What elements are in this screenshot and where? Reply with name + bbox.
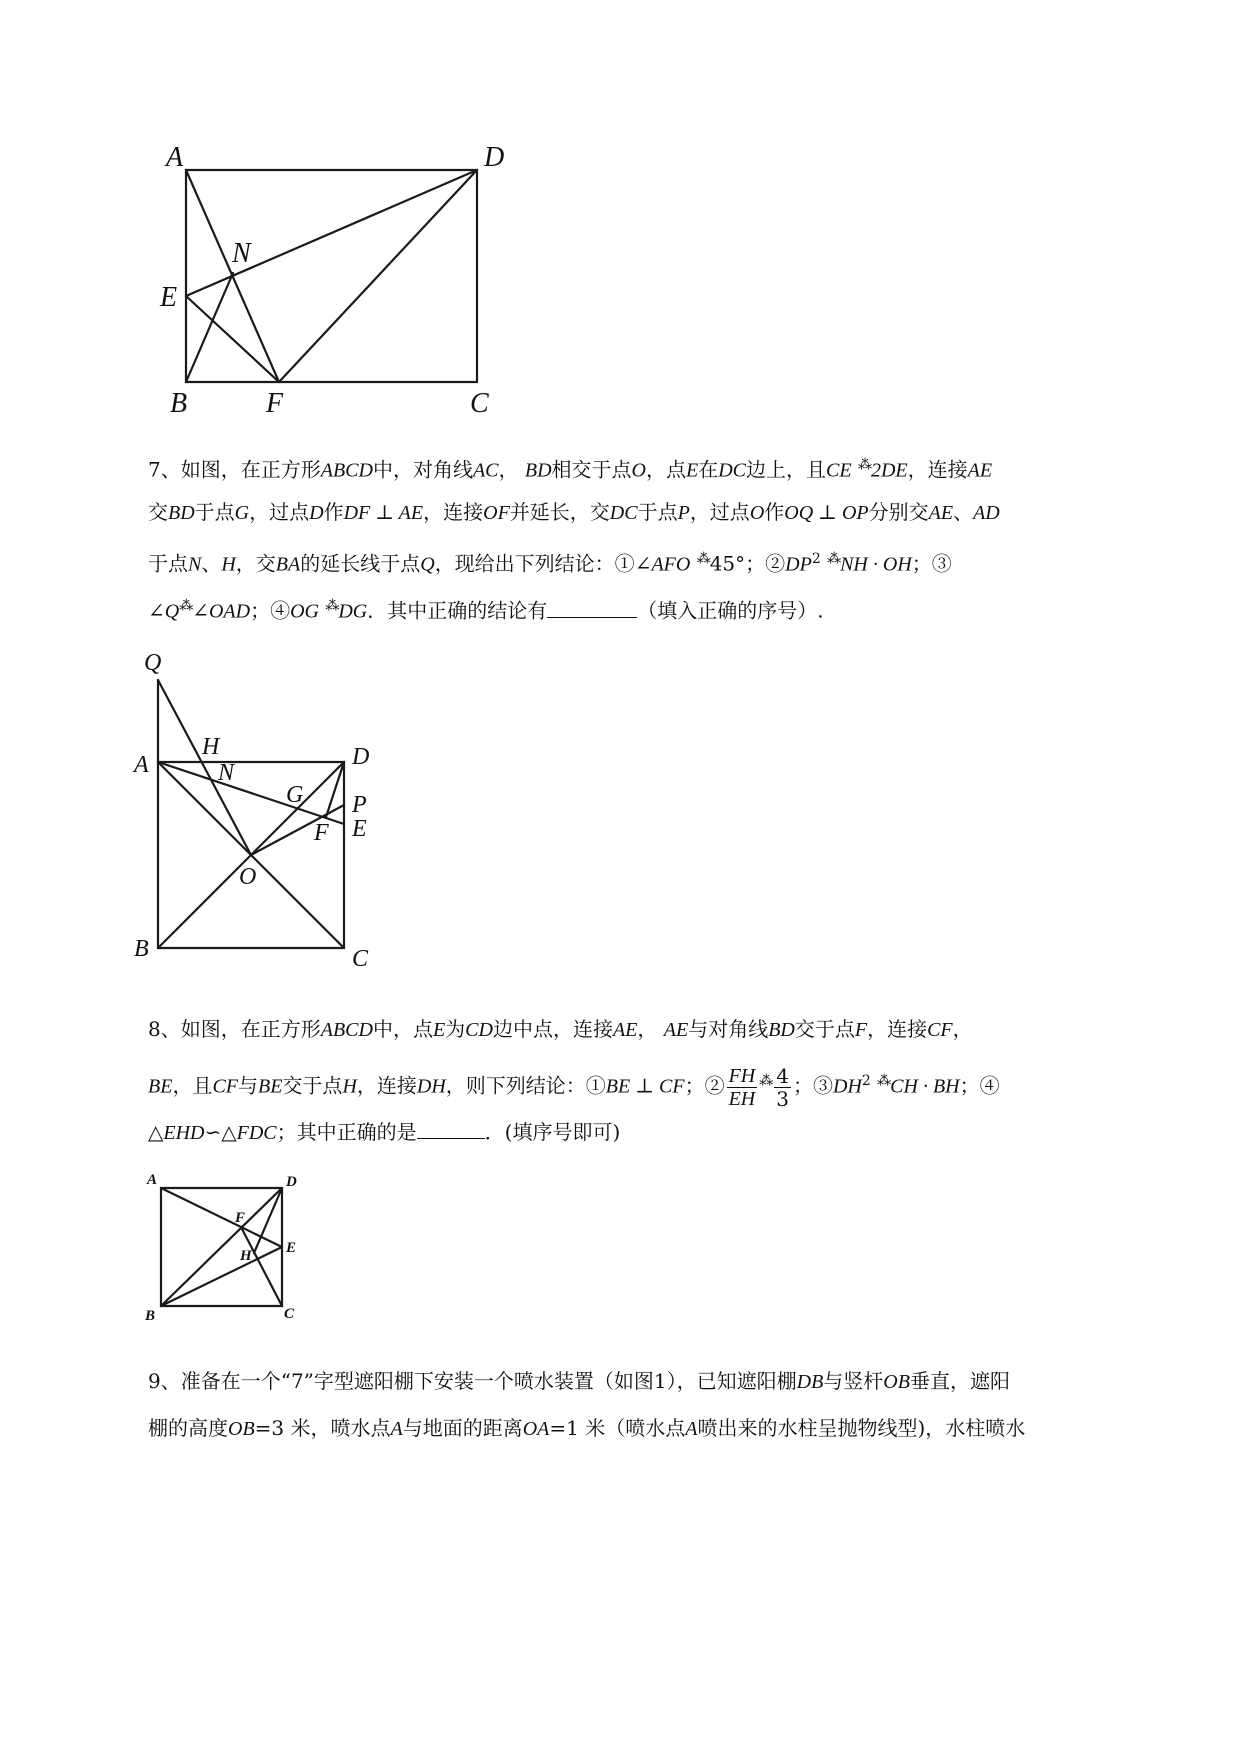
label-a2: A	[134, 752, 149, 778]
problem-9	[148, 1358, 1158, 1452]
problem-7-line-1: 7、如图，在正方形ABCD中，对角线AC， BD相交于点O，点E在DC边上，且CE ⁂2DE，连接AE	[148, 457, 993, 482]
label-e2: E	[352, 816, 367, 842]
fraction-fh-eh: $\frac{FH}{EH}$	[728, 1064, 756, 1110]
label-g: G	[286, 782, 304, 808]
label-a: A	[166, 142, 184, 173]
small-segment-fc	[241, 1227, 282, 1306]
small-segment-be	[161, 1247, 282, 1306]
problem-8-line-1: 8、如图，在正方形ABCD中，点E为CD边中点，连接AE， AE与对角线BD交于点F，连接CF，	[148, 1017, 973, 1041]
problem-7-line-4: ∠Q⁂∠OAD；④OG ⁂DG．其中正确的结论有 （填入正确的序号）.	[148, 598, 824, 623]
label-f: F	[266, 388, 284, 419]
label-n2: N	[218, 760, 235, 786]
label-f3: F	[235, 1210, 246, 1226]
label-c3: C	[284, 1306, 295, 1322]
label-b: B	[170, 388, 188, 419]
label-d2: D	[352, 744, 370, 770]
problem-9-line-1: 9、准备在一个“7”字型遮阳棚下安装一个喷水装置（如图1），已知遮阳棚DB与竖杆OB垂直，遮阳	[148, 1369, 1010, 1393]
problem-7-line-2: 交BD于点G，过点D作DF ⊥ AE，连接OF并延长，交DC于点P，过点O作OQ ⊥ OP分别交AE、AD	[148, 500, 1000, 524]
label-n: N	[232, 238, 251, 269]
problem-9-line-2: 棚的高度OB=3 米，喷水点A与地面的距离OA=1 米（喷水点A喷出来的水柱呈抛物线型)，水柱喷水	[148, 1416, 1026, 1440]
label-a3: A	[147, 1172, 158, 1188]
label-e3: E	[286, 1240, 297, 1256]
small-segment-ae	[161, 1188, 282, 1247]
label-d3: D	[286, 1174, 297, 1190]
label-c: C	[470, 388, 489, 419]
fraction-4-3: $\frac{4}{3}$	[776, 1063, 789, 1111]
small-segment-hd	[254, 1188, 282, 1253]
problem-8-line-3: △EHD∽△FDC；其中正确的是 ．(填序号即可)	[148, 1120, 621, 1144]
label-b3: B	[145, 1308, 156, 1324]
label-c2: C	[352, 946, 369, 972]
label-h3: H	[240, 1248, 252, 1264]
problem-7-line-3: 于点N、H，交BA的延长线于点Q，现给出下列结论：①∠AFO ⁂45°；$②DP^2$ ⁂NH · OH；③	[148, 551, 952, 576]
label-d: D	[484, 142, 505, 173]
problem-8-line-2: BE，且CF与BE交于点H，连接DH，则下列结论：①BE ⊥ CF；② $\frac{FH}{EH}$ ⁂ $\frac{4}{3}$ ；$③DH^2$ ⁂CH · BH；④	[148, 1063, 1000, 1111]
label-f2: F	[314, 820, 329, 846]
label-b2: B	[134, 936, 149, 962]
small-diagonal-bd	[161, 1188, 282, 1306]
label-p: P	[352, 792, 367, 818]
label-h: H	[202, 734, 220, 760]
label-e: E	[160, 282, 178, 313]
label-o: O	[239, 864, 257, 890]
label-q: Q	[144, 650, 162, 676]
